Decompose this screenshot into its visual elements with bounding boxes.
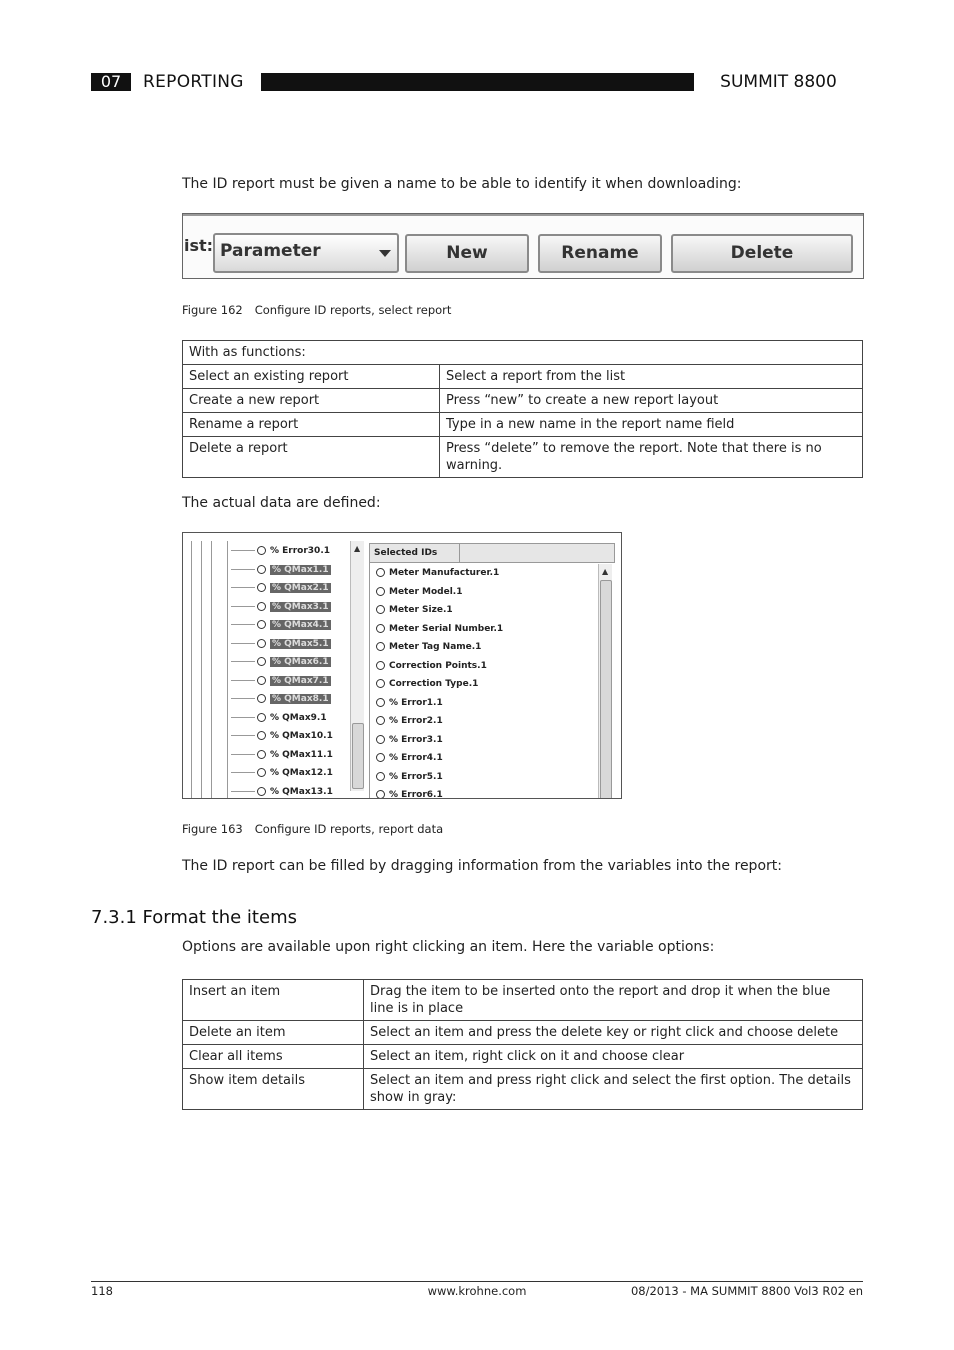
selected-ids-list [369,562,614,799]
tree-connector [231,698,255,699]
tree-connector [231,717,255,718]
caption-number: Figure 163 [182,822,243,836]
tree-item[interactable] [231,654,331,670]
table-cell: Press “delete” to remove the report. Note that there is no warning. [440,437,863,478]
caption-number: Figure 162 [182,303,243,317]
selected-id-label: % Error3.1 [389,734,443,745]
new-button[interactable]: New [405,234,529,273]
variable-icon [376,735,385,744]
tree-item[interactable] [231,636,331,652]
table-row [183,1045,863,1069]
variable-icon [376,698,385,707]
tree-connector [231,754,255,755]
report-select-dropdown[interactable] [213,233,399,273]
tree-item[interactable] [231,728,333,744]
tree-item-label: % QMax4.1 [272,620,329,630]
tree-item-label: % QMax1.1 [272,564,329,575]
variable-icon [257,546,266,555]
variable-icon [257,750,266,759]
selected-id-label: Meter Manufacturer.1 [389,568,500,578]
tree-item[interactable] [231,747,333,763]
scroll-up-arrow-icon[interactable]: ▲ [602,567,609,576]
intro-paragraph: The ID report must be given a name to be able to identify it when downloading: [182,176,742,192]
variable-icon [257,676,266,685]
variable-icon [257,731,266,740]
selected-id-label: Meter Size.1 [389,605,453,615]
variable-icon [257,583,266,592]
table-cell: Show item details [183,1069,364,1110]
table-row [183,1021,863,1045]
footer-rule [91,1281,863,1282]
selected-id-label: % Error5.1 [389,771,443,782]
selected-ids-header [369,543,615,563]
dropdown-value: Parameter [220,241,321,261]
selected-id-item[interactable] [376,621,503,637]
selected-id-item[interactable] [376,658,487,674]
tree-item[interactable] [231,562,331,578]
selected-id-label: % Error6.1 [389,790,443,799]
table-header: With as functions: [183,341,863,365]
selected-id-label: Meter Tag Name.1 [389,642,482,652]
table-cell: Type in a new name in the report name field [440,413,863,437]
variable-icon [376,642,385,651]
variable-icon [257,602,266,611]
variable-icon [257,565,266,574]
table-cell: Select an existing report [183,365,440,389]
tree-item[interactable] [231,784,333,800]
tree-item-label: % QMax3.1 [272,601,329,612]
table-cell: Insert an item [183,980,364,1021]
section-heading: 7.3.1 Format the items [91,907,297,928]
selected-id-item[interactable] [376,787,443,799]
table-cell: Delete an item [183,1021,364,1045]
variable-icon [376,568,385,577]
table-cell: Drag the item to be inserted onto the report and drop it when the blue line is in place [364,980,863,1021]
chevron-down-icon [379,250,391,257]
chapter-title: REPORTING [135,73,252,91]
table-cell: Press “new” to create a new report layout [440,389,863,413]
variable-icon [257,713,266,722]
tree-item[interactable] [231,691,331,707]
figure-162-caption [182,303,451,317]
selected-id-item[interactable] [376,769,443,785]
tree-connector [231,587,255,588]
selected-id-label: Correction Points.1 [389,660,487,671]
table-cell: Rename a report [183,413,440,437]
right-scrollbar[interactable] [598,564,612,799]
tree-guides [191,541,231,799]
table-row [183,437,863,478]
variable-icon [376,753,385,762]
left-scrollbar[interactable] [350,541,364,791]
tree-connector [231,606,255,607]
column-header[interactable]: Selected IDs [370,544,460,562]
tree-item[interactable] [231,543,330,559]
scrollbar-thumb[interactable] [600,580,612,799]
footer-doc-id: 08/2013 - MA SUMMIT 8800 Vol3 R02 en [630,1284,863,1298]
tree-connector [231,661,255,662]
tree-connector [231,680,255,681]
table-row [183,389,863,413]
rename-button[interactable]: Rename [538,234,662,273]
drag-paragraph: The ID report can be filled by dragging information from the variables into the report: [182,858,782,874]
tree-connector [231,624,255,625]
table-row [183,1069,863,1110]
caption-text: Configure ID reports, select report [254,303,452,317]
figure-163-caption [182,822,443,836]
scroll-up-arrow-icon[interactable]: ▲ [354,544,361,553]
actual-data-paragraph: The actual data are defined: [182,495,381,511]
table-row [183,413,863,437]
selected-id-label: Meter Serial Number.1 [389,623,504,634]
selected-id-item[interactable] [376,750,443,766]
page-number: 118 [91,1284,113,1298]
variable-icon [376,772,385,781]
tree-item-label: % QMax13.1 [270,786,333,797]
tree-item[interactable] [231,580,331,596]
variable-icon [376,661,385,670]
variable-icon [376,716,385,725]
variable-icon [257,639,266,648]
table-cell: Select a report from the list [440,365,863,389]
variable-icon [376,624,385,633]
table-row [183,365,863,389]
chapter-number: 07 [91,73,131,91]
tree-item[interactable] [231,599,331,615]
tree-item-label: % QMax12.1 [270,768,333,778]
variable-icon [257,694,266,703]
selected-id-item[interactable] [376,676,478,692]
selected-id-item[interactable] [376,732,443,748]
tree-item-label: % QMax7.1 [272,675,329,686]
tree-item-label: % QMax9.1 [270,712,327,723]
selected-id-label: Meter Model.1 [389,586,463,597]
selected-id-label: % Error2.1 [389,716,443,726]
variable-icon [376,790,385,799]
table-cell: Select an item, right click on it and choose clear [364,1045,863,1069]
tree-connector [231,772,255,773]
selected-id-item[interactable] [376,713,443,729]
selected-id-item[interactable] [376,584,463,600]
tree-item-label: % QMax8.1 [272,694,329,704]
selected-id-item[interactable] [376,565,499,581]
tree-connector [231,735,255,736]
variable-icon [376,679,385,688]
selected-id-item[interactable] [376,639,481,655]
table-cell: Clear all items [183,1045,364,1069]
page-header [91,73,863,91]
options-table [182,979,863,1110]
tree-item[interactable] [231,673,331,689]
functions-table [182,340,863,478]
figure-163-panel [182,532,622,799]
variable-icon [257,657,266,666]
table-cell: Select an item and press right click and select the first option. The details show in gray: [364,1069,863,1110]
variable-icon [257,768,266,777]
tree-connector [231,791,255,792]
variable-icon [376,605,385,614]
header-rule [261,73,694,91]
table-cell: Create a new report [183,389,440,413]
delete-button[interactable]: Delete [671,234,853,273]
figure-162-toolbar [182,213,864,279]
tree-item-label: % Error30.1 [270,546,331,556]
selected-id-item[interactable] [376,602,453,618]
table-row [183,980,863,1021]
product-name: SUMMIT 8800 [694,73,863,91]
table-cell: Select an item and press the delete key or right click and choose delete [364,1021,863,1045]
tree-item-label: % QMax6.1 [272,657,329,667]
section-paragraph: Options are available upon right clicking an item. Here the variable options: [182,939,715,955]
tree-item[interactable] [231,765,333,781]
footer-url[interactable]: www.krohne.com [427,1284,527,1298]
tree-item-label: % QMax2.1 [272,583,329,593]
tree-connector [231,569,255,570]
selected-id-item[interactable] [376,695,443,711]
tree-item-label: % QMax11.1 [270,749,333,760]
variable-icon [376,587,385,596]
table-cell: Delete a report [183,437,440,478]
variable-icon [257,620,266,629]
selected-id-label: % Error1.1 [389,697,443,708]
tree-item[interactable] [231,710,327,726]
tree-item[interactable] [231,617,331,633]
scrollbar-thumb[interactable] [352,723,364,789]
caption-text: Configure ID reports, report data [254,822,444,836]
selected-id-label: Correction Type.1 [389,679,479,689]
tree-connector [231,643,255,644]
tree-item-label: % QMax10.1 [270,731,333,741]
tree-item-label: % QMax5.1 [272,638,329,649]
selected-id-label: % Error4.1 [389,753,443,763]
tree-connector [231,550,255,551]
variable-icon [257,787,266,796]
list-label: ist: [184,236,214,255]
